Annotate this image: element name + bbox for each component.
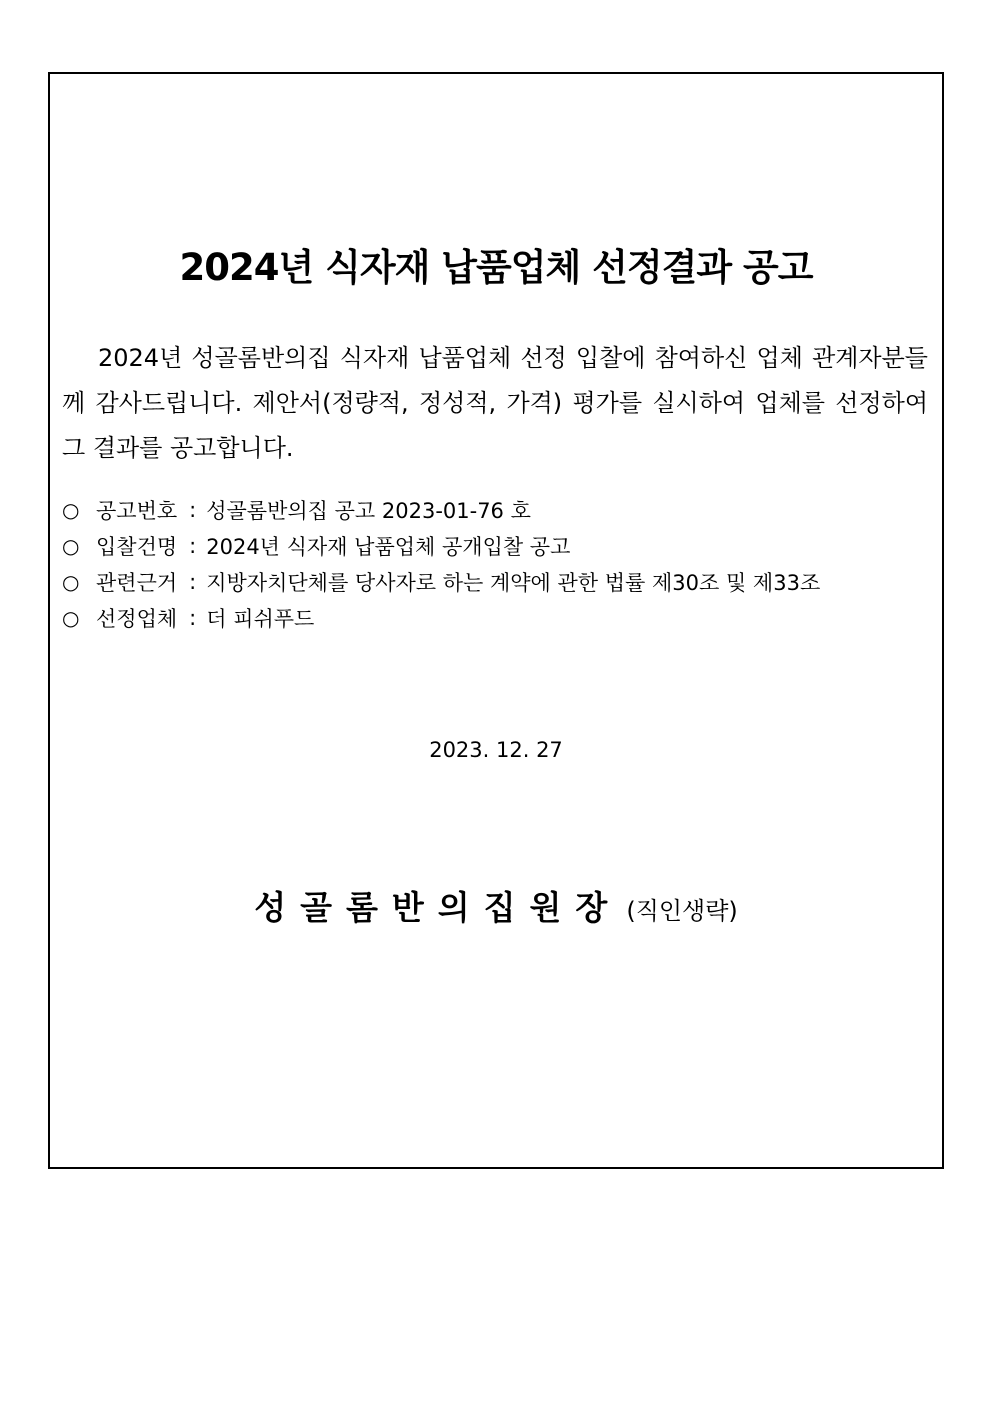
circle-bullet-icon: ○ bbox=[62, 534, 80, 558]
notice-item-bid-name bbox=[62, 528, 932, 564]
item-separator: : bbox=[189, 606, 197, 630]
notice-item-list bbox=[62, 492, 932, 636]
item-value: 더 피쉬푸드 bbox=[206, 607, 315, 631]
notice-item-legal-basis bbox=[62, 564, 932, 600]
item-label: 관련근거 bbox=[96, 571, 178, 595]
notice-item-announcement-number bbox=[62, 492, 932, 528]
item-label: 공고번호 bbox=[96, 499, 178, 523]
circle-bullet-icon: ○ bbox=[62, 606, 80, 630]
notice-item-selected-vendor bbox=[62, 600, 932, 636]
item-label: 선정업체 bbox=[96, 607, 178, 631]
intro-paragraph: 2024년 성골롬반의집 식자재 납품업체 선정 입찰에 참여하신 업체 관계자분들께 감사드립니다. 제안서(정량적, 정성적, 가격) 평가를 실시하여 업체를 선정하여 그 결과를 공고합니다. bbox=[62, 344, 928, 462]
item-label: 입찰건명 bbox=[96, 535, 178, 559]
item-separator: : bbox=[189, 534, 197, 558]
document-frame bbox=[48, 72, 944, 1169]
seal-omitted-note: (직인생략) bbox=[626, 897, 738, 925]
item-value: 2024년 식자재 납품업체 공개입찰 공고 bbox=[206, 535, 571, 559]
signature-block bbox=[50, 882, 942, 929]
circle-bullet-icon: ○ bbox=[62, 570, 80, 594]
item-value: 지방자치단체를 당사자로 하는 계약에 관한 법률 제30조 및 제33조 bbox=[206, 571, 821, 595]
circle-bullet-icon: ○ bbox=[62, 498, 80, 522]
announcement-date: 2023. 12. 27 bbox=[429, 738, 563, 762]
signatory-name: 성골롬반의집원장 bbox=[254, 888, 622, 927]
document-title: 2024년 식자재 납품업체 선정결과 공고 bbox=[179, 246, 813, 289]
item-value: 성골롬반의집 공고 2023-01-76 호 bbox=[206, 499, 531, 523]
item-separator: : bbox=[189, 498, 197, 522]
item-separator: : bbox=[189, 570, 197, 594]
